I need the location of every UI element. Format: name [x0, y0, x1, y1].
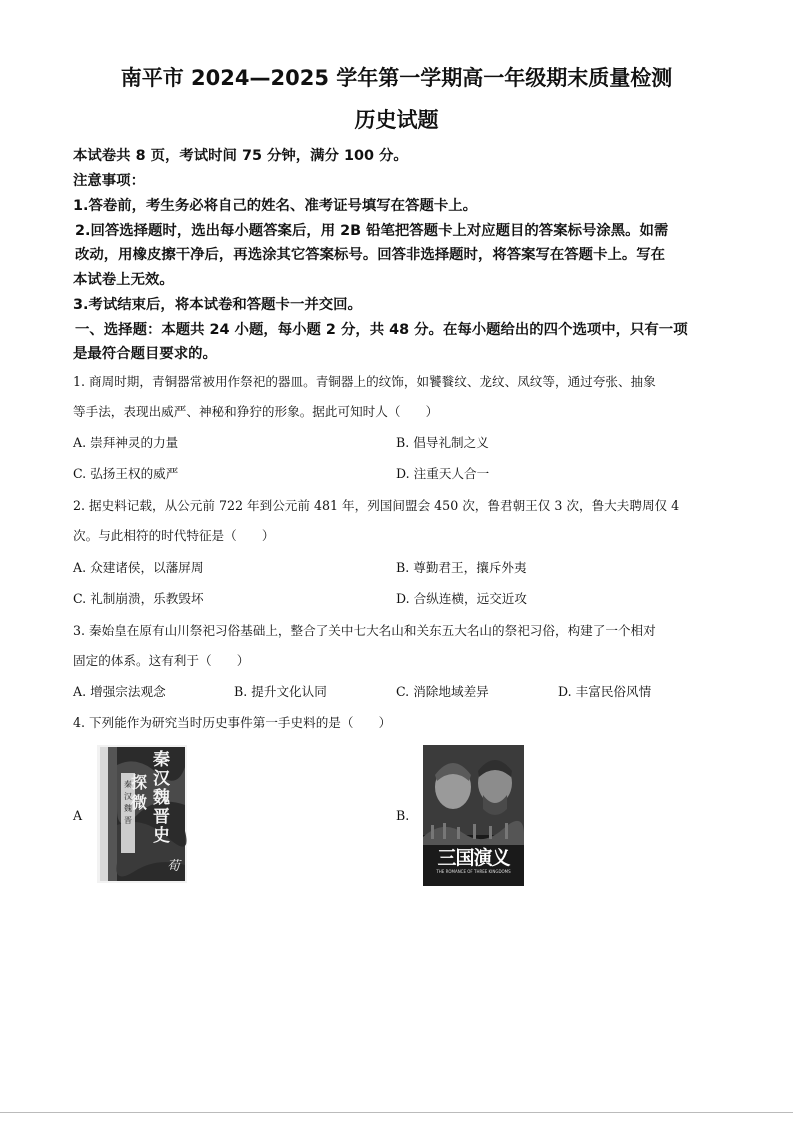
question-2-stem-line-1: 2. 据史料记载，从公元前 722 年到公元前 481 年，列国间盟会 450 次，鲁君朝王仅 3 次，鲁大夫聘周仅 4 — [73, 498, 680, 513]
book-sub-char-1: 探 — [131, 773, 148, 792]
question-3-option-a[interactable]: A. 增强宗法观念 — [73, 684, 166, 699]
question-3-option-d[interactable]: D. 丰富民俗风情 — [558, 684, 652, 699]
question-3-stem-line-1: 3. 秦始皇在原有山川祭祀习俗基础上，整合了关中七大名山和关东五大名山的祭祀习俗，构建了一个相对 — [73, 623, 656, 638]
intro-line: 本试卷共 8 页，考试时间 75 分钟，满分 100 分。 — [73, 148, 408, 164]
notice-item-2-line-2: 改动，用橡皮擦干净后，再选涂其它答案标号。回答非选择题时，将答案写在答题卡上。写在 — [75, 247, 666, 263]
section-1-heading-line-2: 是最符合题目要求的。 — [73, 346, 217, 362]
svg-text:晋: 晋 — [124, 816, 132, 825]
question-1-option-c[interactable]: C. 弘扬王权的威严 — [73, 466, 179, 481]
book-seal: 荀 — [167, 859, 181, 874]
question-3-option-c[interactable]: C. 消除地域差异 — [396, 684, 489, 699]
section-1-heading-line-1: 一、选择题：本题共 24 小题，每小题 2 分，共 48 分。在每小题给出的四个选项中，只有一项 — [75, 322, 688, 338]
book-title-char-5: 史 — [153, 826, 170, 846]
question-3-option-b[interactable]: B. 提升文化认同 — [234, 684, 327, 699]
svg-text:汉: 汉 — [124, 792, 132, 801]
question-1-stem-line-2: 等手法，表现出威严、神秘和狰狞的形象。据此可知时人（ ） — [73, 404, 439, 419]
question-2-option-c[interactable]: C. 礼制崩溃，乐教毁坏 — [73, 591, 204, 606]
question-1-option-b[interactable]: B. 倡导礼制之义 — [396, 435, 489, 450]
notice-item-3: 3.考试结束后，将本试卷和答题卡一并交回。 — [73, 297, 362, 313]
notice-item-2-line-1: 2.回答选择题时，选出每小题答案后，用 2B 铅笔把答题卡上对应题目的答案标号涂黑。如需 — [75, 223, 669, 239]
svg-text:秦: 秦 — [124, 780, 132, 789]
exam-title: 南平市 2024—2025 学年第一学期高一年级期末质量检测 — [120, 66, 673, 90]
question-2-option-d[interactable]: D. 合纵连横，远交近攻 — [396, 591, 527, 606]
page-bottom-rule — [0, 1112, 793, 1113]
poster-title: 三国演义 — [437, 847, 510, 869]
question-2-option-a[interactable]: A. 众建诸侯，以藩屏周 — [73, 560, 204, 575]
question-2-stem-line-2: 次。与此相符的时代特征是（ ） — [73, 528, 275, 543]
book-title-char-4: 晋 — [153, 807, 170, 827]
exam-subtitle: 历史试题 — [354, 108, 439, 132]
notice-label: 注意事项： — [73, 173, 145, 189]
question-1-option-a[interactable]: A. 崇拜神灵的力量 — [73, 435, 179, 450]
book-title-char-2: 汉 — [153, 769, 170, 789]
question-1-stem-line-1: 1. 商周时期，青铜器常被用作祭祀的器皿。青铜器上的纹饰，如饕餮纹、龙纹、凤纹等，通过夸张、抽象 — [73, 374, 656, 389]
book-title-char-1: 秦 — [153, 750, 170, 770]
poster-image — [423, 745, 524, 886]
book-title-char-3: 魏 — [153, 788, 170, 808]
poster-caption: THE ROMANCE OF THREE KINGDOMS — [436, 869, 511, 874]
question-2-option-b[interactable]: B. 尊勤君王，攘斥外夷 — [396, 560, 527, 575]
question-1-option-d[interactable]: D. 注重天人合一 — [396, 466, 490, 481]
notice-item-2-line-3: 本试卷上无效。 — [73, 272, 174, 288]
book-cover-image — [97, 745, 187, 883]
question-4-stem: 4. 下列能作为研究当时历史事件第一手史料的是（ ） — [73, 715, 392, 730]
book-sub-char-2: 微 — [131, 793, 148, 812]
question-3-stem-line-2: 固定的体系。这有利于（ ） — [73, 653, 250, 668]
question-4-option-b[interactable]: B. — [396, 808, 410, 823]
question-4-option-a[interactable]: A — [73, 808, 83, 823]
svg-text:魏: 魏 — [124, 804, 132, 813]
notice-item-1: 1.答卷前，考生务必将自己的姓名、准考证号填写在答题卡上。 — [73, 198, 478, 214]
